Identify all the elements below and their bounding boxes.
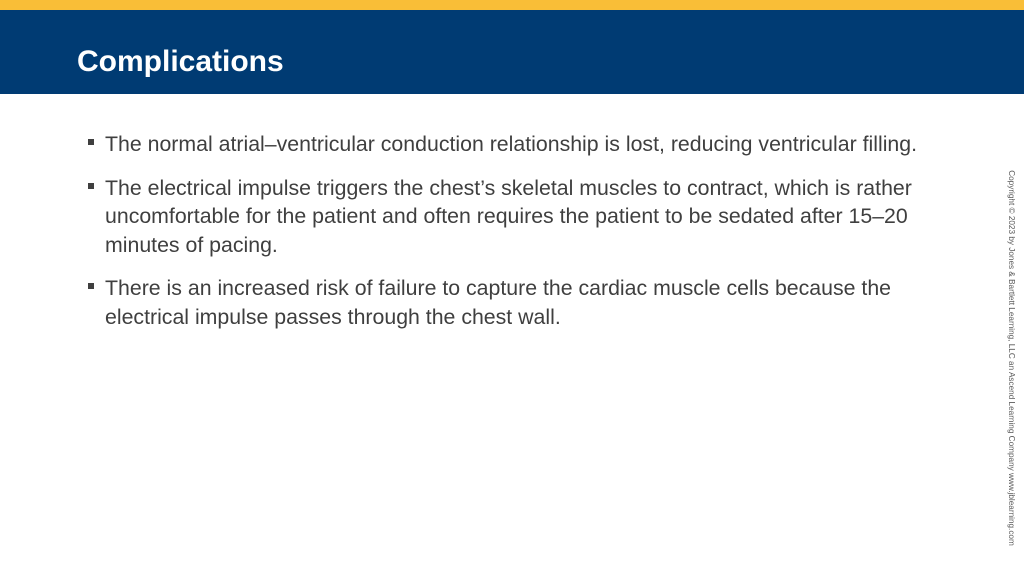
bullet-item [86,174,942,260]
bullet-list [86,130,942,346]
square-bullet-icon [88,183,94,189]
square-bullet-icon [88,139,94,145]
slide-title: Complications [77,45,284,78]
accent-stripe [0,0,1024,10]
title-band [0,10,1024,94]
copyright-notice: Copyright © 2023 by Jones & Bartlett Learning, LLC an Ascend Learning Company www.jblearning.com [1007,170,1016,546]
bullet-text: The normal atrial–ventricular conduction relationship is lost, reducing ventricular filling. [105,132,918,156]
bullet-text: The electrical impulse triggers the chest’s skeletal muscles to contract, which is rather uncomfortable for the patient and often requires the patient to be sedated after 15–20 minutes of pacing. [105,175,912,257]
bullet-item [86,274,942,331]
bullet-item [86,130,942,159]
square-bullet-icon [88,283,94,289]
bullet-text: There is an increased risk of failure to capture the cardiac muscle cells because the electrical impulse passes through the chest wall. [105,276,892,329]
